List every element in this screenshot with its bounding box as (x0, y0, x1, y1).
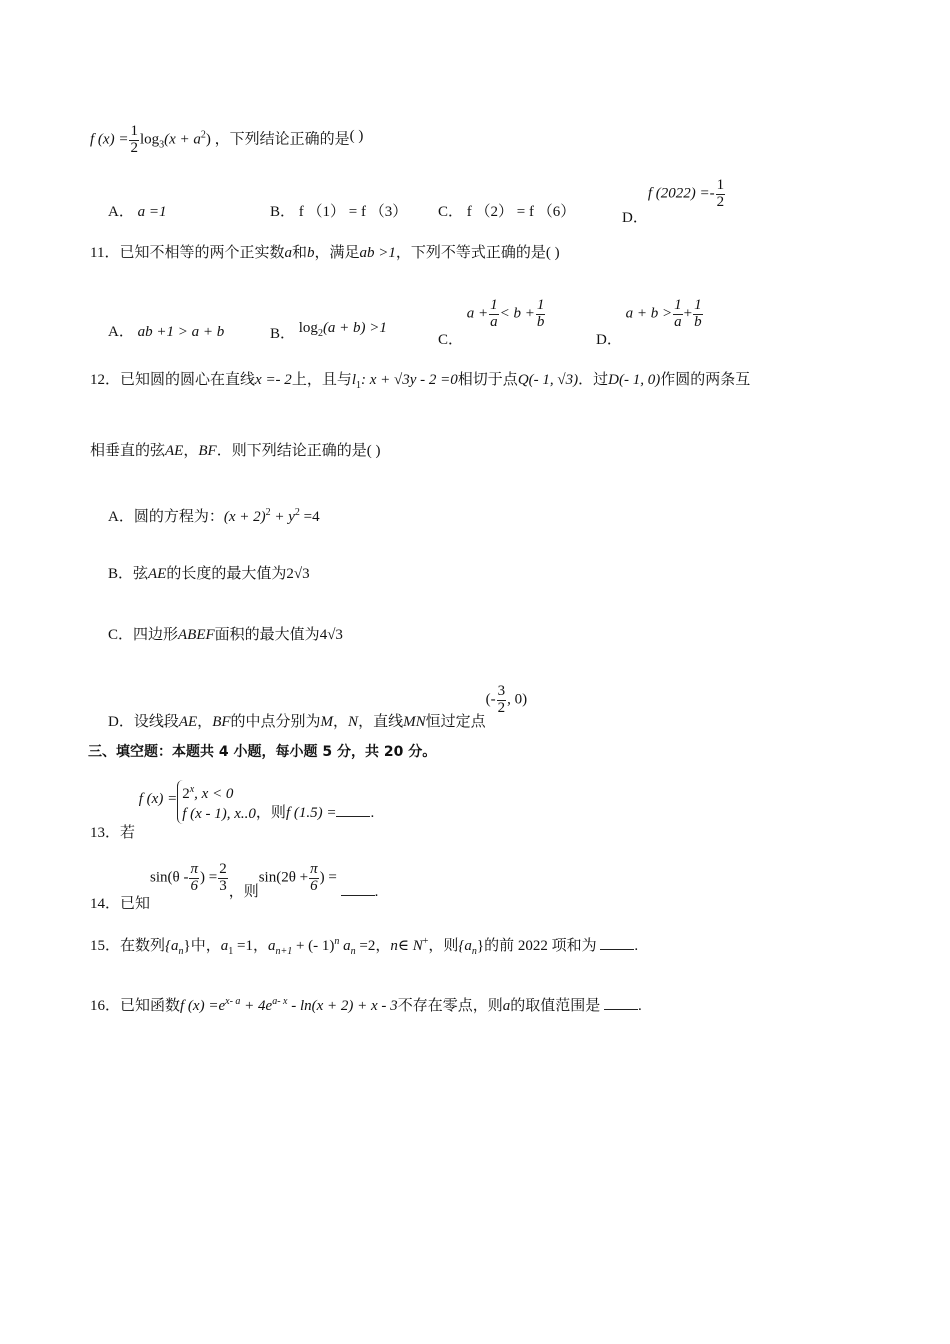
q10-stem: ，下列结论正确的是 (214, 131, 350, 148)
q10-option-b[interactable]: B． f （1） = f （3） (270, 204, 408, 220)
q10-option-c[interactable]: C． f （2） = f （6） (438, 204, 576, 220)
q16-answer-blank[interactable] (604, 995, 638, 1010)
q12-stem-line2: 相垂直的弦AE，BF．则下列结论正确的是( ) (90, 443, 381, 459)
q11-answer-paren[interactable]: ( ) (545, 245, 560, 261)
q10-option-a[interactable]: A． a =1 (108, 204, 167, 220)
q13-piecewise: 2$^x$, x < 0 f (x - 1), x..0 (177, 780, 256, 824)
q15-answer-blank[interactable] (600, 935, 634, 950)
q12-number: 12． (90, 372, 121, 388)
q12-option-c[interactable]: C．四边形ABEF面积的最大值为4√3 (108, 627, 343, 643)
q12-option-b[interactable]: B．弦AE的长度的最大值为2√3 (108, 566, 310, 582)
q10-stem-line: f (x) = $\frac{1}{2}$ $\log_3(x + a^2)$ ，下列结论正确的是( ) (90, 123, 364, 156)
q14-answer-blank[interactable] (341, 881, 375, 896)
q11-stem: 11．已知不相等的两个正实数a和b，满足ab >1，下列不等式正确的是( ) (90, 245, 560, 261)
q10-answer-paren[interactable]: ( ) (349, 127, 364, 144)
q12-answer-paren[interactable]: ( ) (366, 443, 381, 459)
q11-option-c[interactable]: C． a + $\frac{1}{a}$ < b + $\frac{1}{b}$ (438, 297, 545, 348)
q10-option-d[interactable]: D．f (2022) =- $\frac{1}{2}$ (622, 177, 725, 226)
q12-stem-line1: 12．已知圆的圆心在直线x =- 2上，且与$l_1$: x + √3y - 2 =0相切于点Q(- 1, √3)．过D(- 1, 0)作圆的两条互 (90, 372, 751, 391)
q13-answer-blank[interactable] (336, 802, 370, 817)
q13: 13．若 f $(x) = 2^x$, x < 0 f (x - 1), x..0，则f (1.5) = . (90, 780, 374, 824)
q10-frac-half: $\frac{1}{2}$ (130, 123, 138, 156)
q10-fx: f (x) = (90, 131, 129, 148)
q11-option-d[interactable]: D． a + b > $\frac{1}{a}$ + $\frac{1}{b}$ (596, 297, 702, 348)
q11-number: 11． (90, 245, 120, 261)
q11-option-a[interactable]: A． ab +1 > a + b (108, 324, 225, 340)
q12-option-a[interactable]: A．圆的方程为：$(x + 2)^2 + y^2 =4$ (108, 507, 320, 525)
q16: 16．已知函数f $(x) =e^{x- a} + 4e^{a- x} - \ln(x + 2) + x - 3$不存在零点，则a的取值范围是 . (90, 996, 642, 1014)
q12-option-d[interactable]: D．设线段AE，BF的中点分别为M，N，直线MN恒过定点(- $\frac{3}{2}$ , 0) (108, 683, 528, 730)
q14: 14．已知sin(θ - $\frac{\pi}{6}$ ) = $\frac{2}{3}$ ，则sin(2θ + $\frac{\pi}{6}$ ) = . (90, 861, 379, 912)
q11-option-b[interactable]: B． $\log_2(a + b) >1$ (270, 320, 387, 342)
section-3-title: 三、填空题：本题共 4 小题，每小题 5 分，共 20 分。 (88, 744, 437, 760)
q15: 15．在数列$\{a_n\}$中，$a_1 =1$，$a_{n+1}$ + (- 1)$^n$ $a_n =2$，n∈ N+，则$\{a_n\}$的前 2022 项和为 . (90, 936, 639, 957)
